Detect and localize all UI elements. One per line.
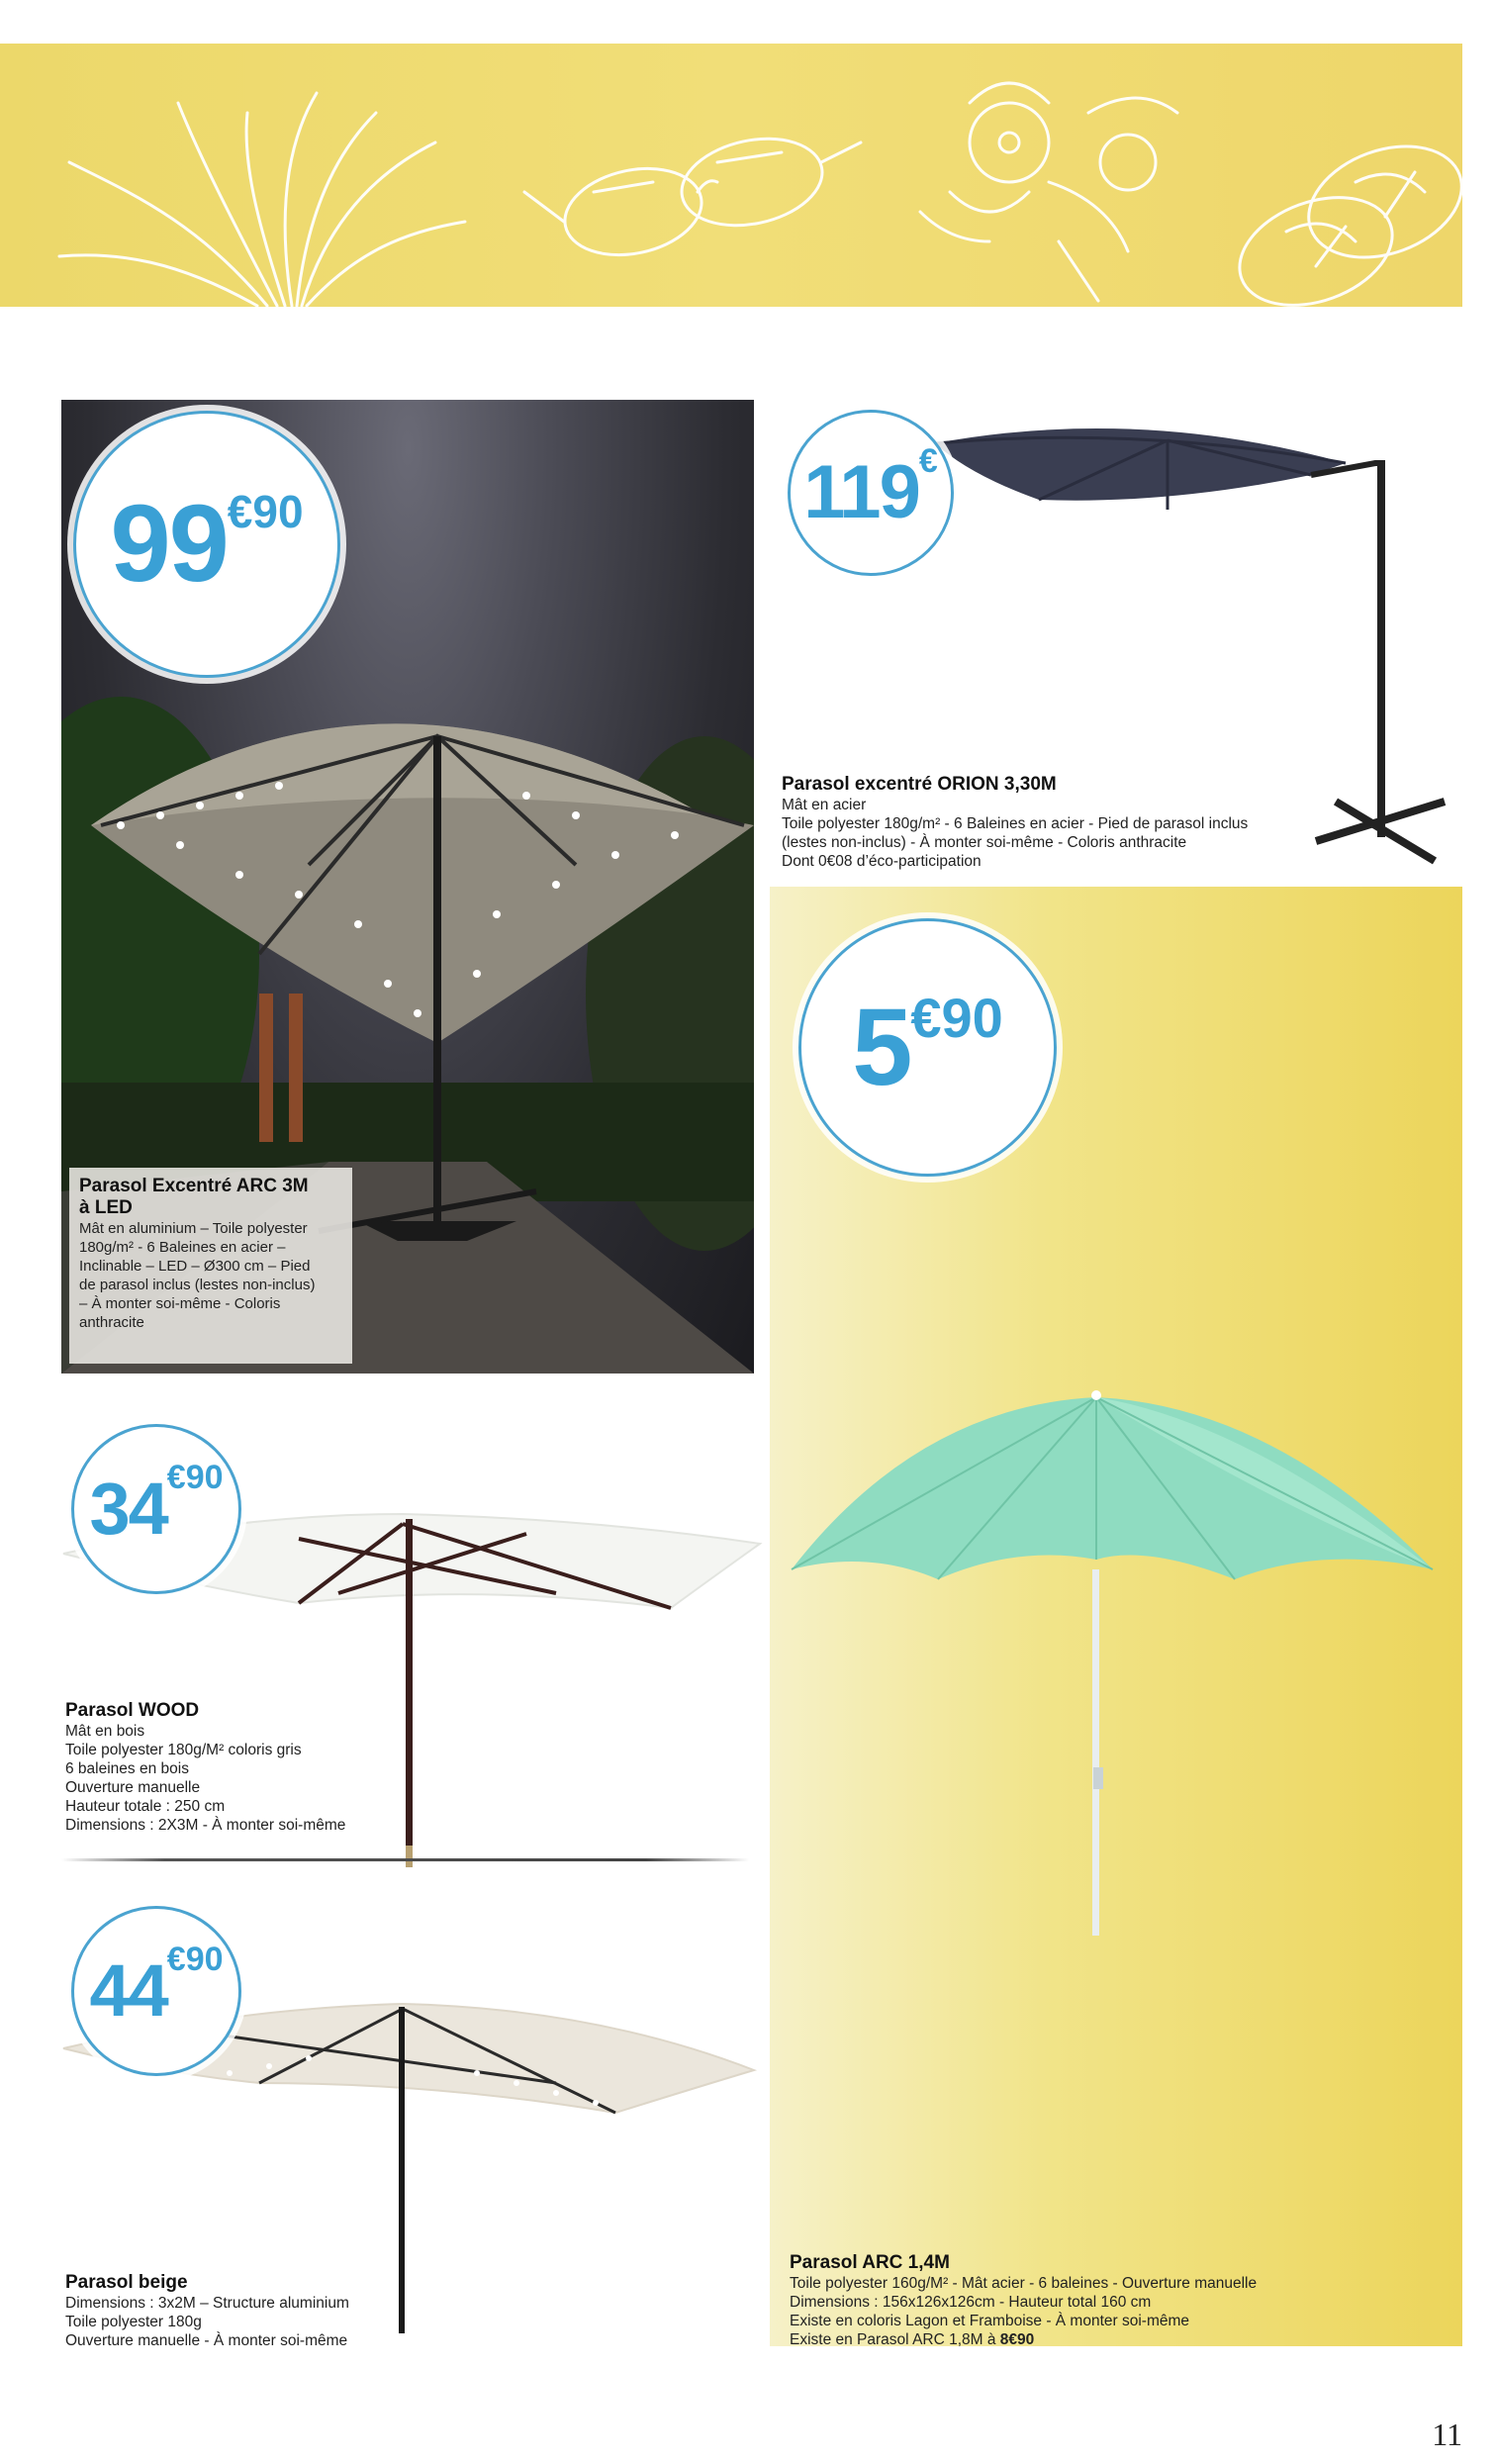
summer-illustration bbox=[0, 44, 1462, 307]
price-cents: €90 bbox=[227, 486, 304, 537]
product-title-line2: à LED bbox=[79, 1197, 133, 1218]
product-desc-line: Ouverture manuelle - À monter soi-même bbox=[65, 2332, 348, 2349]
product-desc-line: – À monter soi-même - Coloris bbox=[79, 1295, 281, 1312]
product-desc-line bbox=[790, 2330, 1452, 2349]
product-desc-line: Dimensions : 3x2M – Structure aluminium bbox=[65, 2295, 349, 2312]
product-title: Parasol beige bbox=[65, 2272, 188, 2293]
caption-arc-led bbox=[69, 1168, 352, 1364]
decorative-banner bbox=[0, 44, 1462, 307]
price-main: 5 bbox=[852, 986, 911, 1108]
product-desc-line: de parasol inclus (lestes non-inclus) bbox=[79, 1277, 316, 1293]
price-cents: €90 bbox=[910, 987, 1003, 1049]
price-cents: € bbox=[918, 442, 938, 480]
page-number: 11 bbox=[1432, 2417, 1462, 2452]
product-title: Parasol WOOD bbox=[65, 1700, 200, 1721]
price-cents: €90 bbox=[166, 1459, 224, 1496]
product-image-arc14 bbox=[770, 1381, 1462, 1955]
variant-price: 8€90 bbox=[999, 2331, 1035, 2348]
product-desc-line: Mât en aluminium – Toile polyester bbox=[79, 1220, 308, 1237]
price-badge-arc-led bbox=[73, 411, 340, 678]
price-badge-wood bbox=[71, 1424, 241, 1594]
product-desc-line: Ouverture manuelle bbox=[65, 1779, 201, 1796]
product-desc-line: (lestes non-inclus) - À monter soi-même - Coloris anthracite bbox=[782, 834, 1187, 851]
sunglasses-icon bbox=[524, 127, 861, 267]
product-desc-line: 6 baleines en bois bbox=[65, 1760, 189, 1777]
product-desc-line: anthracite bbox=[79, 1314, 144, 1331]
price-main: 34 bbox=[89, 1468, 167, 1550]
price-main: 44 bbox=[89, 1949, 167, 2032]
product-desc-line: 180g/m² - 6 Baleines en acier – bbox=[79, 1239, 286, 1256]
section-divider bbox=[61, 1858, 749, 1861]
product-title: Parasol excentré ORION 3,30M bbox=[782, 774, 1057, 795]
price-badge-orion bbox=[788, 410, 954, 576]
product-desc-line: Hauteur totale : 250 cm bbox=[65, 1798, 226, 1815]
product-desc-line: Existe en coloris Lagon et Framboise - À monter soi-même bbox=[790, 2313, 1190, 2329]
flip-flops-icon bbox=[1225, 127, 1462, 307]
text-arc14 bbox=[790, 2252, 1452, 2349]
product-desc-line: Dont 0€08 d’éco-participation bbox=[782, 853, 982, 870]
product-desc-line: Toile polyester 180g bbox=[65, 2314, 202, 2330]
text-wood bbox=[65, 1700, 441, 1835]
product-desc-line: Dimensions : 156x126x126cm - Hauteur total 160 cm bbox=[790, 2294, 1152, 2311]
product-desc-line: Mât en bois bbox=[65, 1723, 145, 1740]
product-desc-line: Dimensions : 2X3M - À monter soi-même bbox=[65, 1817, 346, 1834]
price-cents: €90 bbox=[166, 1941, 224, 1978]
text-beige bbox=[65, 2272, 441, 2350]
price-badge-beige bbox=[71, 1906, 241, 2076]
palm-leaf-icon bbox=[59, 93, 465, 306]
product-title: Parasol ARC 1,4M bbox=[790, 2252, 950, 2273]
product-desc-line: Toile polyester 160g/M² - Mât acier - 6 baleines - Ouverture manuelle bbox=[790, 2275, 1258, 2292]
flower-icon bbox=[920, 83, 1177, 301]
desc-text: Existe en Parasol ARC 1,8M à bbox=[790, 2331, 1000, 2348]
product-title: Parasol Excentré ARC 3M bbox=[79, 1176, 309, 1196]
product-desc-line: Mât en acier bbox=[782, 797, 867, 813]
text-orion bbox=[782, 774, 1336, 871]
product-desc-line: Inclinable – LED – Ø300 cm – Pied bbox=[79, 1258, 311, 1275]
price-badge-arc14 bbox=[798, 918, 1057, 1177]
product-desc-line: Toile polyester 180g/M² coloris gris bbox=[65, 1742, 302, 1758]
price-main: 119 bbox=[803, 450, 919, 534]
product-desc-line: Toile polyester 180g/m² - 6 Baleines en acier - Pied de parasol inclus bbox=[782, 815, 1249, 832]
price-main: 99 bbox=[110, 483, 228, 605]
